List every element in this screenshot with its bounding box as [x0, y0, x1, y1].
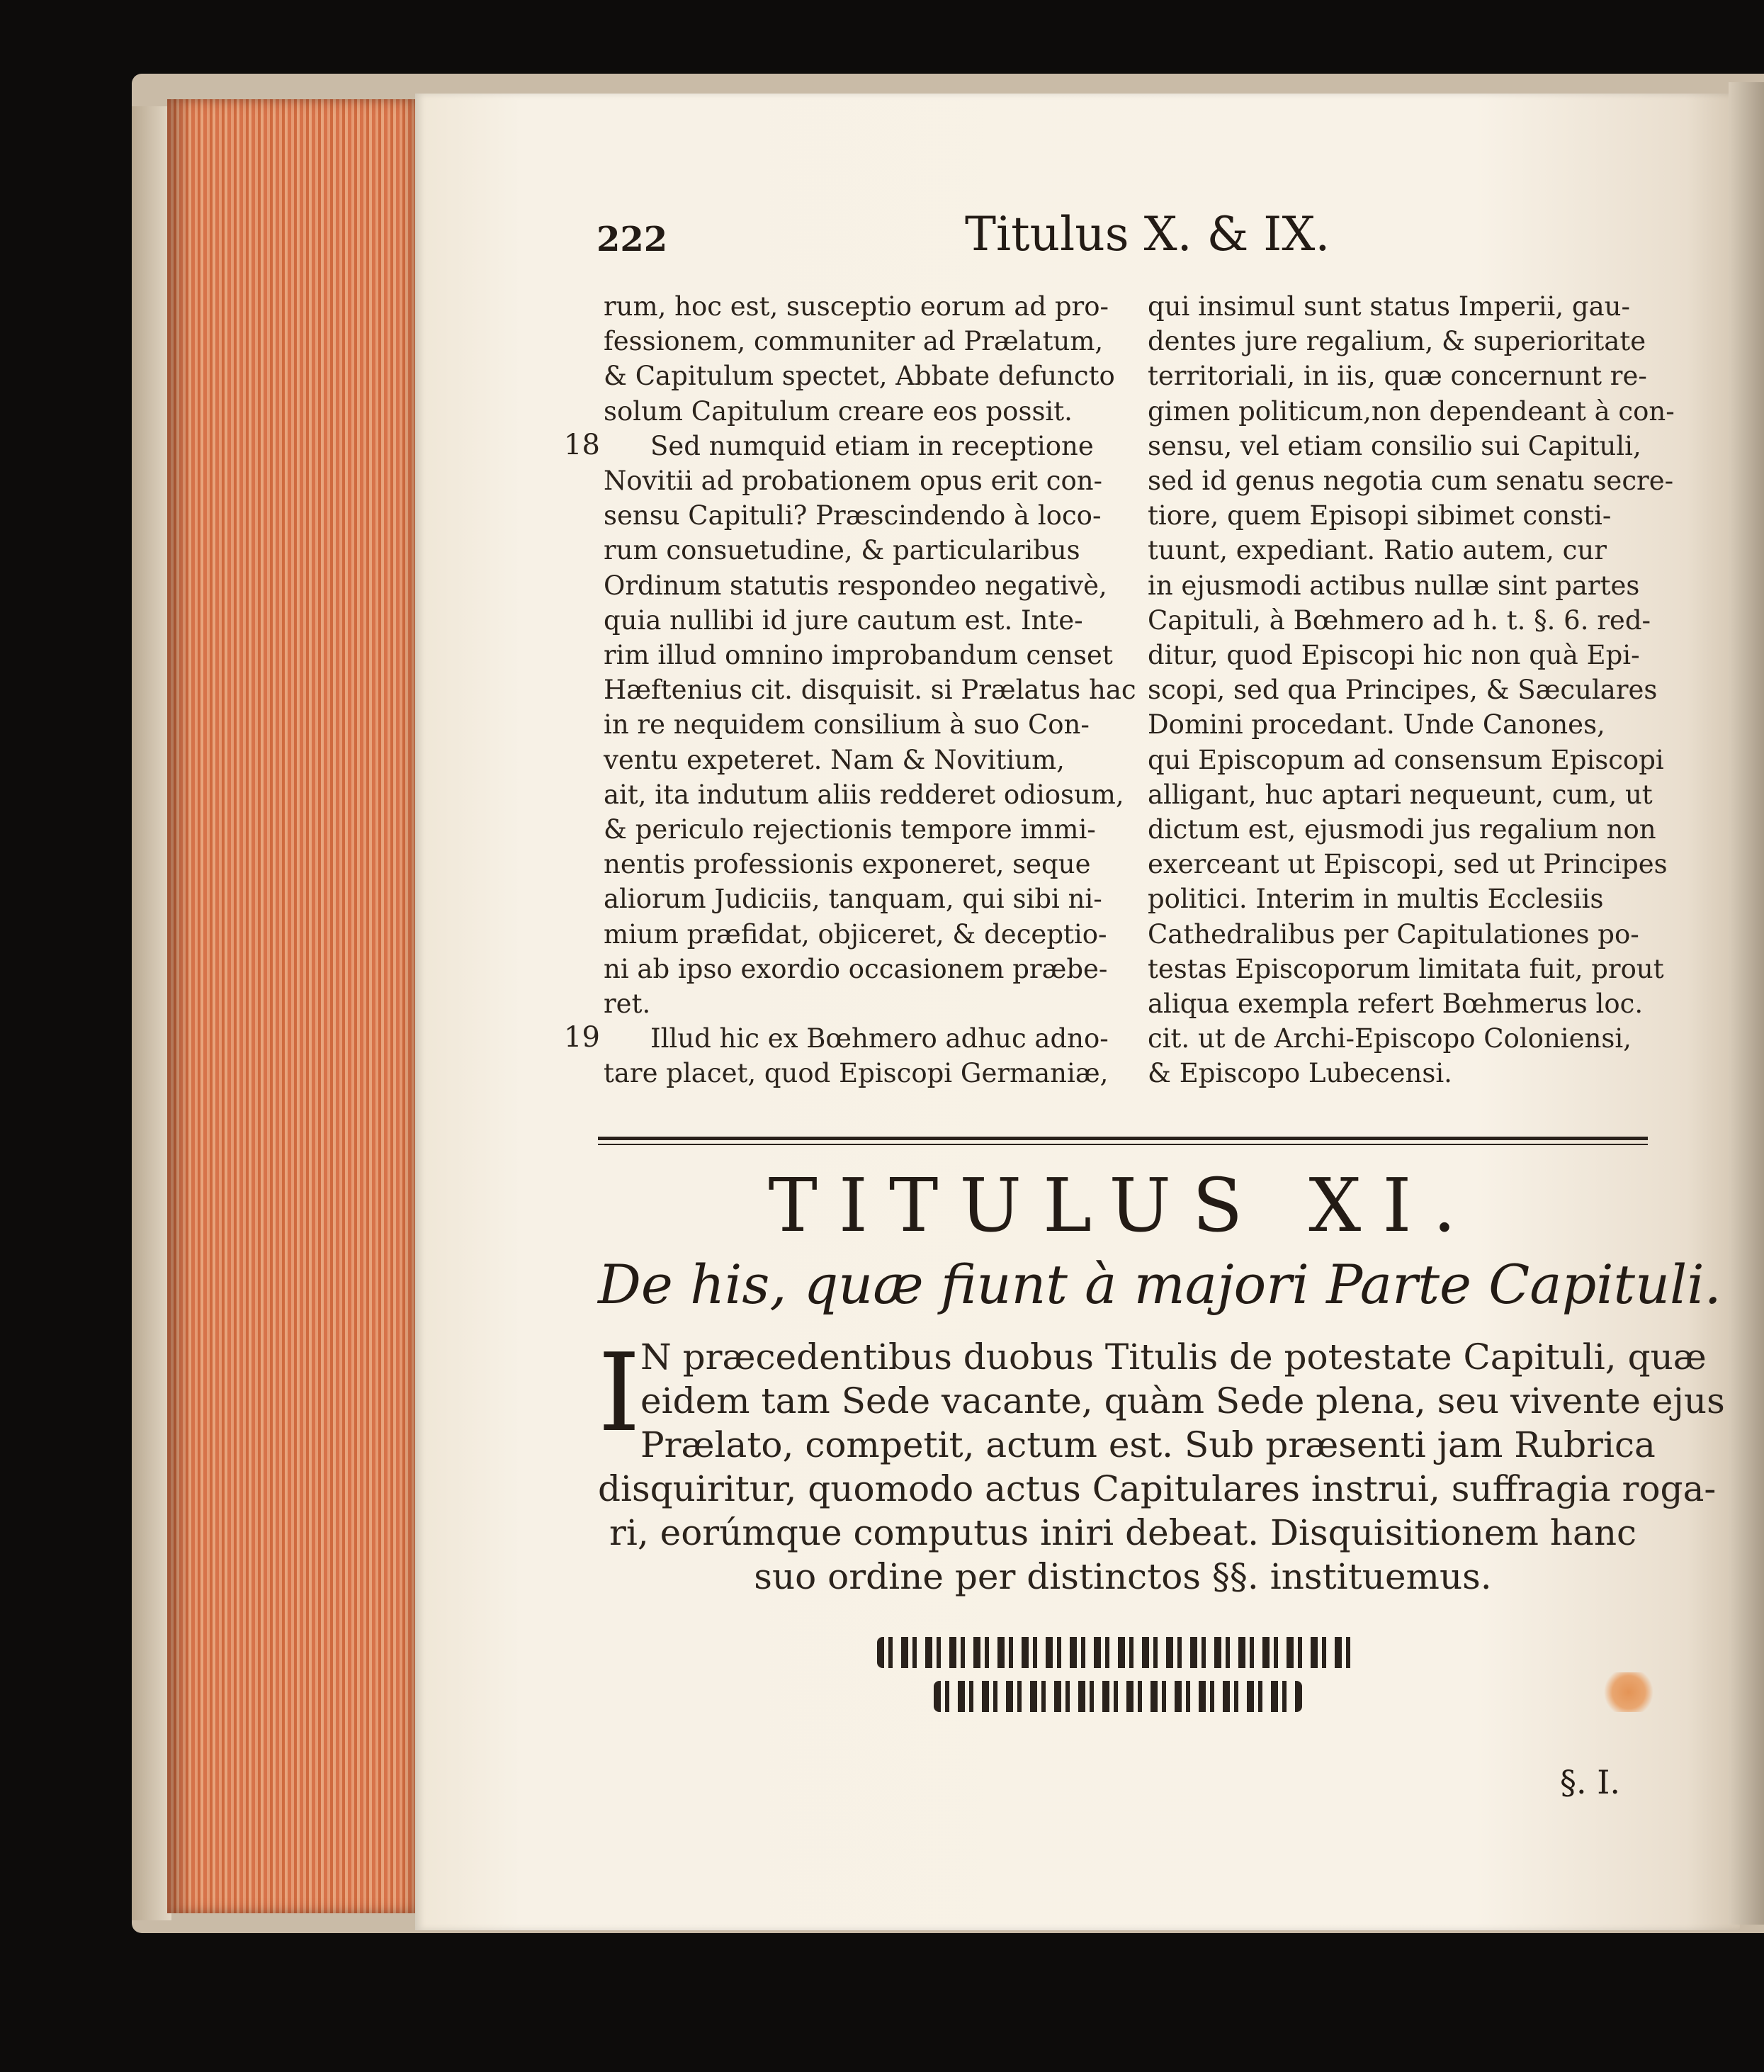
text-line: sensu, vel etiam consilio sui Capituli,	[1148, 430, 1641, 461]
text-line: Capituli, à Bœhmero ad h. t. §. 6. red-	[1148, 604, 1651, 636]
intro-line: Prælato, competit, actum est. Sub præsenti jam Rubrica	[640, 1424, 1656, 1465]
text-line: politici. Interim in multis Ecclesiis	[1148, 884, 1604, 915]
section-rule	[598, 1137, 1648, 1140]
text-line: in re nequidem consilium à suo Con-	[604, 709, 1090, 741]
book-board-edge	[132, 106, 171, 1920]
text-line: ventu expeteret. Nam & Novitium,	[604, 744, 1065, 775]
text-line: rim illud omnino improbandum censet	[604, 640, 1113, 671]
text-line: dictum est, ejusmodi jus regalium non	[1148, 814, 1656, 845]
text-line: Illud hic ex Bœhmero adhuc adno-	[650, 1023, 1109, 1054]
text-line: Sed numquid etiam in receptione	[650, 430, 1094, 461]
chapter-title: TITULUS XI.	[768, 1162, 1478, 1249]
paragraph-number: 19	[564, 1021, 600, 1054]
text-line: ni ab ipso exordio occasionem præbe-	[604, 953, 1108, 984]
text-line: qui Episcopum ad consensum Episcopi	[1148, 744, 1664, 775]
paper-stain	[1602, 1672, 1655, 1712]
chapter-subtitle: De his, quæ fiunt à majori Parte Capituli.	[598, 1253, 1721, 1316]
page-fore-edge	[167, 99, 415, 1913]
right-column	[1148, 289, 1675, 1091]
intro-line: disquiritur, quomodo actus Capitulares instrui, suffragia roga-	[598, 1468, 1717, 1509]
text-line: territoriali, in iis, quæ concernunt re-	[1148, 361, 1647, 392]
section-rule-thin	[598, 1144, 1648, 1145]
text-line: sed id genus negotia cum senatu secre-	[1148, 466, 1674, 497]
page-header	[597, 207, 1330, 271]
drop-cap: I	[598, 1330, 641, 1456]
intro-lines	[598, 1335, 1725, 1597]
text-line: ret.	[604, 989, 651, 1020]
intro-line: ri, eorúmque computus iniri debeat. Disquisitionem hanc	[609, 1512, 1637, 1553]
text-line: Novitii ad probationem opus erit con-	[604, 466, 1103, 497]
page-number: 222	[597, 220, 668, 259]
intro-line: suo ordine per distinctos §§. instituemus.	[754, 1556, 1492, 1597]
ornament-band	[877, 1637, 1359, 1668]
text-line: tuunt, expediant. Ratio autem, cur	[1148, 535, 1607, 566]
printers-ornament	[877, 1637, 1359, 1715]
text-line: solum Capitulum creare eos possit.	[604, 395, 1073, 427]
text-line: dentes jure regalium, & superioritate	[1148, 326, 1646, 357]
text-line: tiore, quem Episopi sibimet consti-	[1148, 500, 1612, 531]
text-line: Cathedralibus per Capitulationes po-	[1148, 918, 1639, 950]
catchword: §. I.	[1560, 1763, 1621, 1801]
left-column	[604, 289, 1136, 1091]
text-line: ait, ita indutum aliis redderet odiosum,	[604, 779, 1124, 810]
intro-line: eidem tam Sede vacante, quàm Sede plena, seu vivente ejus	[640, 1380, 1725, 1421]
ornament-band	[934, 1681, 1302, 1712]
text-line: aliorum Judiciis, tanquam, qui sibi ni-	[604, 884, 1102, 915]
text-line: exerceant ut Episcopi, sed ut Principes	[1148, 849, 1668, 880]
text-line: mium præfidat, objiceret, & deceptio-	[604, 918, 1107, 950]
text-line: Hæftenius cit. disquisit. si Prælatus hac	[604, 675, 1136, 706]
text-line: testas Episcoporum limitata fuit, prout	[1148, 953, 1664, 984]
text-line: quia nullibi id jure cautum est. Inte-	[604, 604, 1083, 636]
text-line: & Episcopo Lubecensi.	[1148, 1058, 1452, 1089]
paragraph-number: 18	[564, 428, 600, 461]
text-line: gimen politicum,non dependeant à con-	[1148, 395, 1675, 427]
text-line: & Capitulum spectet, Abbate defuncto	[604, 361, 1115, 392]
text-line: ditur, quod Episcopi hic non quà Epi-	[1148, 640, 1640, 671]
text-line: Domini procedant. Unde Canones,	[1148, 709, 1605, 741]
text-line: scopi, sed qua Principes, & Sæculares	[1148, 675, 1658, 706]
text-line: tare placet, quod Episcopi Germaniæ,	[604, 1058, 1109, 1089]
text-line: qui insimul sunt status Imperii, gau-	[1148, 291, 1630, 322]
text-line: cit. ut de Archi-Episcopo Coloniensi,	[1148, 1023, 1632, 1054]
text-line: aliqua exempla refert Bœhmerus loc.	[1148, 989, 1644, 1020]
text-line: Ordinum statutis respondeo negativè,	[604, 570, 1107, 601]
text-line: in ejusmodi actibus nullæ sint partes	[1148, 570, 1640, 601]
text-line: alligant, huc aptari nequeunt, cum, ut	[1148, 779, 1653, 810]
running-head: Titulus X. & IX.	[965, 207, 1330, 261]
page-gutter	[1729, 82, 1764, 1925]
text-line: rum consuetudine, & particularibus	[604, 535, 1080, 566]
intro-line: N præcedentibus duobus Titulis de potestate Capituli, quæ	[640, 1336, 1707, 1378]
text-line: fessionem, communiter ad Prælatum,	[604, 326, 1104, 357]
text-line: sensu Capituli? Præscindendo à loco-	[604, 500, 1102, 531]
text-line: & periculo rejectionis tempore immi-	[604, 814, 1096, 845]
text-line: rum, hoc est, susceptio eorum ad pro-	[604, 291, 1109, 322]
text-line: nentis professionis exponeret, seque	[604, 849, 1091, 880]
